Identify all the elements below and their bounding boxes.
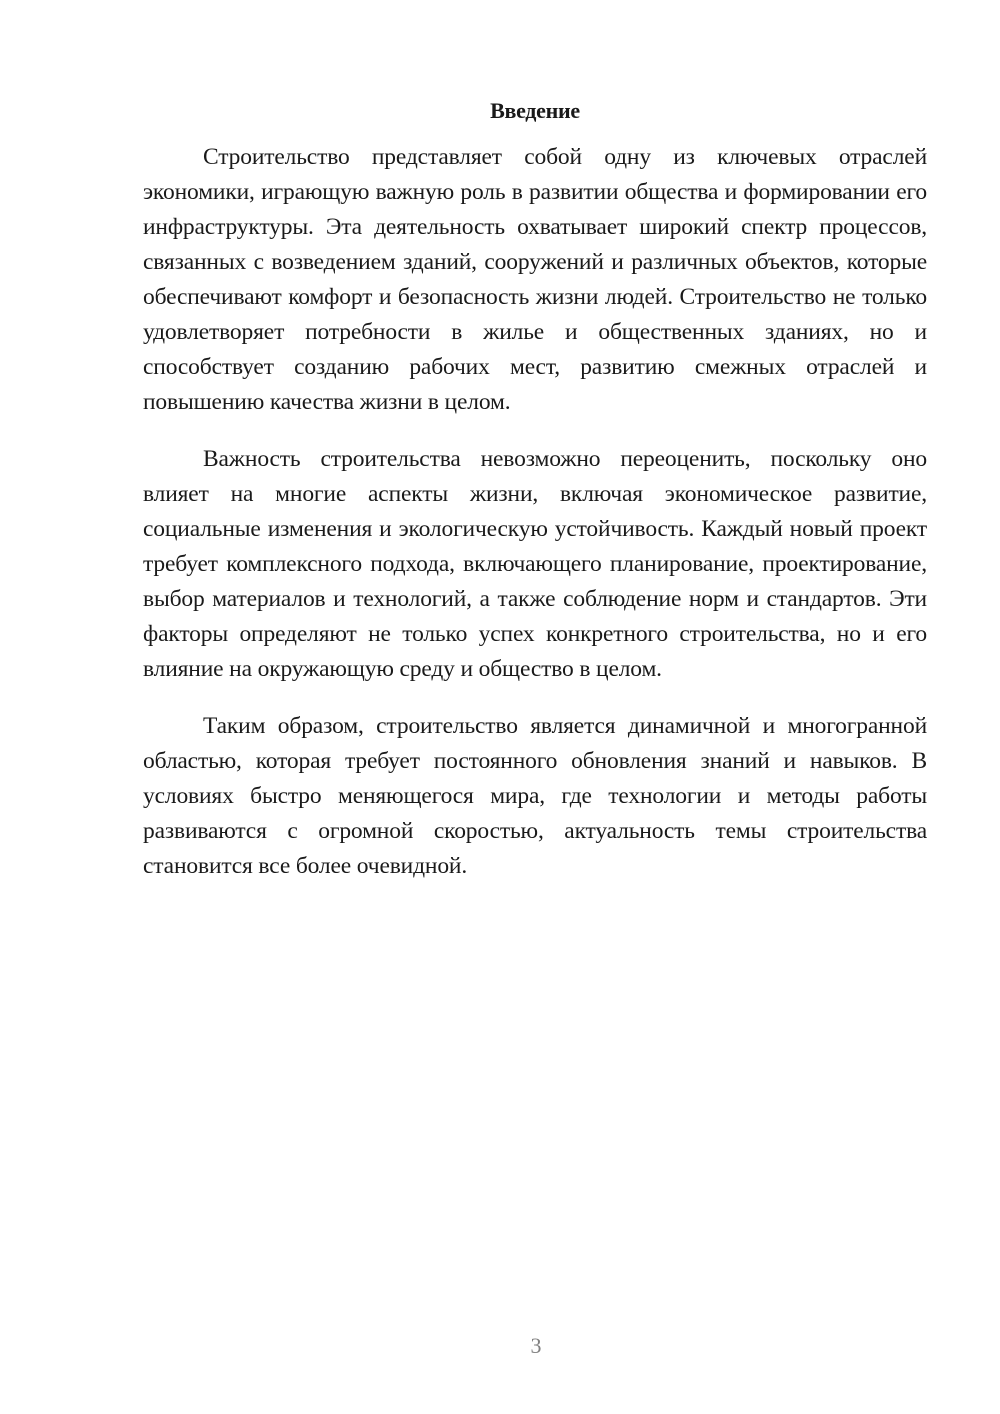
- page-content: [143, 96, 927, 906]
- page-number: 3: [530, 1333, 542, 1358]
- paragraph-2: Важность строительства невозможно переоценить, поскольку оно влияет на многие аспекты жизни, включая экономическое развитие, социальные изменения и экологическую устойчивость. Каждый новый проект требует комплексного подхода, включающего планирование, проектирование, выбор материалов и технологий, а также соблюдение норм и стандартов. Эти факторы определяют не только успех конкретного строительства, но и его влияние на окружающую среду и общество в целом.: [143, 446, 927, 682]
- paragraph-1: Строительство представляет собой одну из ключевых отраслей экономики, играющую важную роль в развитии общества и формировании его инфраструктуры. Эта деятельность охватывает широкий спектр процессов, связанных с возведением зданий, сооружений и различных объектов, которые обеспечивают комфорт и безопасность жизни людей. Строительство не только удовлетворяет потребности в жилье и общественных зданиях, но и способствует созданию рабочих мест, развитию смежных отраслей и повышению качества жизни в целом.: [143, 144, 927, 415]
- section-title: Введение: [490, 98, 580, 123]
- paragraph-3: Таким образом, строительство является динамичной и многогранной областью, которая требует постоянного обновления знаний и навыков. В условиях быстро меняющегося мира, где технологии и методы работы развиваются с огромной скоростью, актуальность темы строительства становится все более очевидной.: [143, 713, 927, 879]
